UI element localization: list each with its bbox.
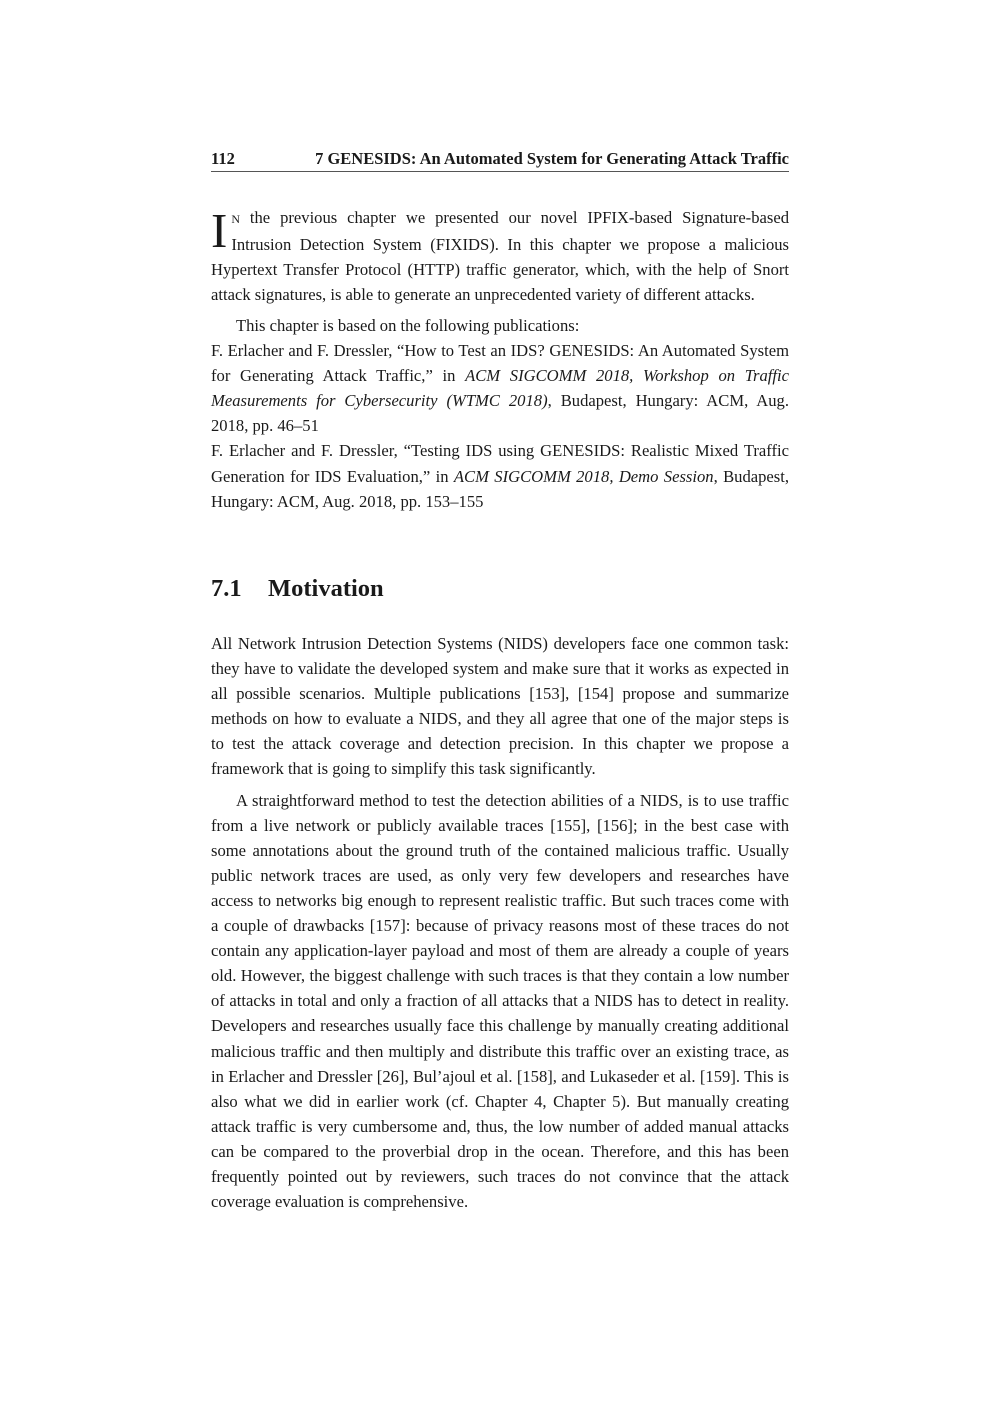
body-paragraph: A straightforward method to test the detection abilities of a NIDS, is to use traffic from a live network or publicly available traces [155], [156]; in the best case with some annotations about the ground truth of the contained malicious traffic. Usually public network traces are used, as only very few developers and researches have access to networks big enough to represent realistic traffic. But such traces come with a couple of drawbacks [157]: because of privacy reasons most of these traces do not contain any application-layer payload and most of them are already a couple of years old. However, the biggest challenge with such traces is that they contain a low number of attacks in total and only a fraction of all attacks that a NIDS has to detect in reality. Developers and researches usually face this challenge by manually creating additional malicious traffic and then multiply and distribute this traffic over an existing trace, as in Erlacher and Dressler [26], Bul’ajoul et al. [158], and Lukaseder et al. [159]. This is also what we did in earlier work (cf. Chapter 4, Chapter 5). But manually creating attack traffic is very cumbersome and, thus, the low number of added manual attacks can be compared to the proverbial drop in the ocean. Therefore, and this has been frequently pointed out by reviewers, such traces do not convince that the attack coverage evaluation is comprehensive. [211,790,789,1212]
publication-venue: ACM SIGCOMM 2018, Workshop on Traffic Measurements for Cybersecurity (WTMC 2018) [211,366,789,411]
publication-details: , Budapest, Hungary: ACM, Aug. 2018, pp. 46–51 [211,391,789,436]
publications-block [211,313,789,514]
intro-smallcap: N [231,212,240,226]
section-title: Motivation [268,575,384,602]
publication-authors-title: F. Erlacher and F. Dressler, “Testing IDS using GENESIDS: Realistic Mixed Traffic Generation for IDS Evaluation,” in [211,441,789,486]
section-body [211,631,789,1214]
intro-text [211,205,789,307]
drop-cap: I [211,203,228,258]
running-title: 7 GENESIDS: An Automated System for Generating Attack Traffic [315,149,789,168]
running-header [211,149,789,172]
publications-lead: This chapter is based on the following publications: [236,316,580,335]
publication-entry [211,338,789,438]
section-number: 7.1 [211,575,242,602]
intro-paragraph [211,205,789,307]
publication-details: , Budapest, Hungary: ACM, Aug. 2018, pp. 153–155 [211,466,790,511]
page-number: 112 [211,149,235,168]
section-heading [211,575,384,603]
publication-venue: ACM SIGCOMM 2018, Demo Session [453,466,714,486]
publication-authors-title: F. Erlacher and F. Dressler, “How to Test an IDS? GENESIDS: An Automated System for Generating Attack Traffic,” in [211,341,789,386]
intro-body: the previous chapter we presented our novel IPFIX-based Signature-based Intrusion Detection System (FIXIDS). In this chapter we propose a malicious Hypertext Transfer Protocol (HTTP) traffic generator, which, with the help of Snort attack signatures, is able to generate an unprecedented variety of different attacks. [211,208,789,305]
publication-entry [211,438,789,513]
body-paragraph: All Network Intrusion Detection Systems (NIDS) developers face one common task: they have to validate the developed system and make sure that it works as expected in all possible scenarios. Multiple publications [153], [154] propose and summarize methods on how to evaluate a NIDS, and they all agree that one of the major steps is to test the attack coverage and detection precision. In this chapter we propose a framework that is going to simplify this task significantly. [211,634,789,779]
